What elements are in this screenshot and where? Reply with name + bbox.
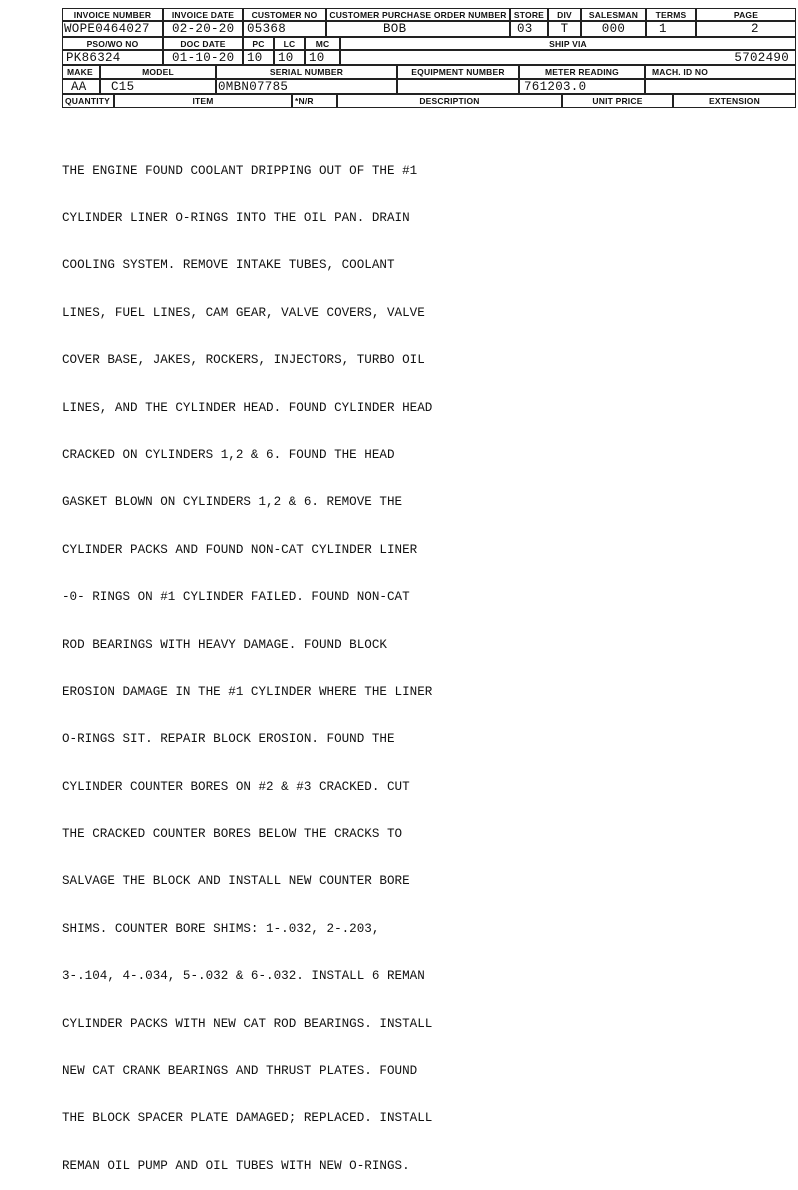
label-meter-reading: METER READING [519,65,645,79]
description-line: THE ENGINE FOUND COOLANT DRIPPING OUT OF THE #1 [62,163,418,178]
description-line: CYLINDER PACKS WITH NEW CAT ROD BEARINGS. INSTALL [62,1016,433,1031]
description-line: SHIMS. COUNTER BORE SHIMS: 1-.032, 2-.203, [62,921,380,936]
salesman-value: 000 [581,21,646,37]
header-row1-labels [62,8,796,21]
label-invoice-number: INVOICE NUMBER [62,8,163,21]
serial-number-value: 0MBN07785 [216,79,397,94]
label-customer-no: CUSTOMER NO [243,8,326,21]
store-value: 03 [510,21,548,37]
label-mc: MC [305,37,340,50]
terms-value: 1 [646,21,696,37]
label-doc-date: DOC DATE [163,37,243,50]
label-page: PAGE [696,8,796,21]
label-serial-number: SERIAL NUMBER [216,65,397,79]
header-row2-labels [62,37,796,50]
description-line: LINES, AND THE CYLINDER HEAD. FOUND CYLINDER HEAD [62,400,433,415]
label-unit-price: UNIT PRICE [562,94,673,108]
label-ship-via: SHIP VIA [340,37,796,50]
label-pc: PC [243,37,274,50]
doc-date-value: 01-10-20 [163,50,243,65]
label-make: MAKE [62,65,100,79]
mc-value: 10 [305,50,340,65]
label-equipment-number: EQUIPMENT NUMBER [397,65,519,79]
description-line: THE CRACKED COUNTER BORES BELOW THE CRACKS TO [62,827,403,842]
customer-no-value: 05368 [243,21,326,37]
label-description: DESCRIPTION [337,94,562,108]
label-quantity: QUANTITY [62,94,114,108]
make-value: AA [62,79,100,94]
ship-via-value: 5702490 [340,50,796,65]
description-line: O-RINGS SIT. REPAIR BLOCK EROSION. FOUND THE [62,732,395,747]
pso-wo-no-value: PK86324 [62,50,163,65]
equipment-number-value [397,79,519,94]
description-line: -0- RINGS ON #1 CYLINDER FAILED. FOUND NON-CAT [62,590,410,605]
invoice-number-value: WOPE0464027 [62,21,163,37]
description-line: NEW CAT CRANK BEARINGS AND THRUST PLATES. FOUND [62,1064,418,1079]
description-line: COVER BASE, JAKES, ROCKERS, INJECTORS, TURBO OIL [62,353,425,368]
header-row2-values [62,50,796,65]
div-value: T [548,21,581,37]
label-salesman: SALESMAN [581,8,646,21]
label-lc: LC [274,37,305,50]
label-model: MODEL [100,65,216,79]
invoice-date-value: 02-20-20 [163,21,243,37]
label-item: ITEM [114,94,292,108]
label-terms: TERMS [646,8,696,21]
description-line: SALVAGE THE BLOCK AND INSTALL NEW COUNTER BORE [62,874,410,889]
description-line: LINES, FUEL LINES, CAM GEAR, VALVE COVERS, VALVE [62,305,425,320]
label-pso-wo-no: PSO/WO NO [62,37,163,50]
page-value: 2 [696,21,796,37]
pc-value: 10 [243,50,274,65]
description-line: THE BLOCK SPACER PLATE DAMAGED; REPLACED. INSTALL [62,1111,433,1126]
customer-po-value: BOB [326,21,510,37]
label-div: DIV [548,8,581,21]
line-item-header [62,94,796,108]
description-line: ROD BEARINGS WITH HEAVY DAMAGE. FOUND BLOCK [62,637,387,652]
label-store: STORE [510,8,548,21]
header-row3-labels [62,65,796,79]
description-line: EROSION DAMAGE IN THE #1 CYLINDER WHERE THE LINER [62,684,433,699]
description-line: CYLINDER PACKS AND FOUND NON-CAT CYLINDER LINER [62,542,418,557]
description-line: CRACKED ON CYLINDERS 1,2 & 6. FOUND THE HEAD [62,447,395,462]
description-line: REMAN OIL PUMP AND OIL TUBES WITH NEW O-RINGS. [62,1158,410,1173]
meter-reading-value: 761203.0 [519,79,645,94]
label-invoice-date: INVOICE DATE [163,8,243,21]
label-extension: EXTENSION [673,94,796,108]
label-customer-po-number: CUSTOMER PURCHASE ORDER NUMBER [326,8,510,21]
header-row3-values [62,79,796,94]
description-line: CYLINDER COUNTER BORES ON #2 & #3 CRACKED. CUT [62,779,410,794]
model-value: C15 [100,79,216,94]
description-line: COOLING SYSTEM. REMOVE INTAKE TUBES, COOLANT [62,258,395,273]
description-line: 3-.104, 4-.034, 5-.032 & 6-.032. INSTALL 6 REMAN [62,969,425,984]
work-description [62,132,782,1190]
label-nr: *N/R [292,94,337,108]
header-row1-values [62,21,796,37]
lc-value: 10 [274,50,305,65]
mach-id-no-value [645,79,796,94]
label-mach-id-no: MACH. ID NO [645,65,796,79]
description-line: CYLINDER LINER O-RINGS INTO THE OIL PAN. DRAIN [62,210,410,225]
description-line: GASKET BLOWN ON CYLINDERS 1,2 & 6. REMOVE THE [62,495,403,510]
